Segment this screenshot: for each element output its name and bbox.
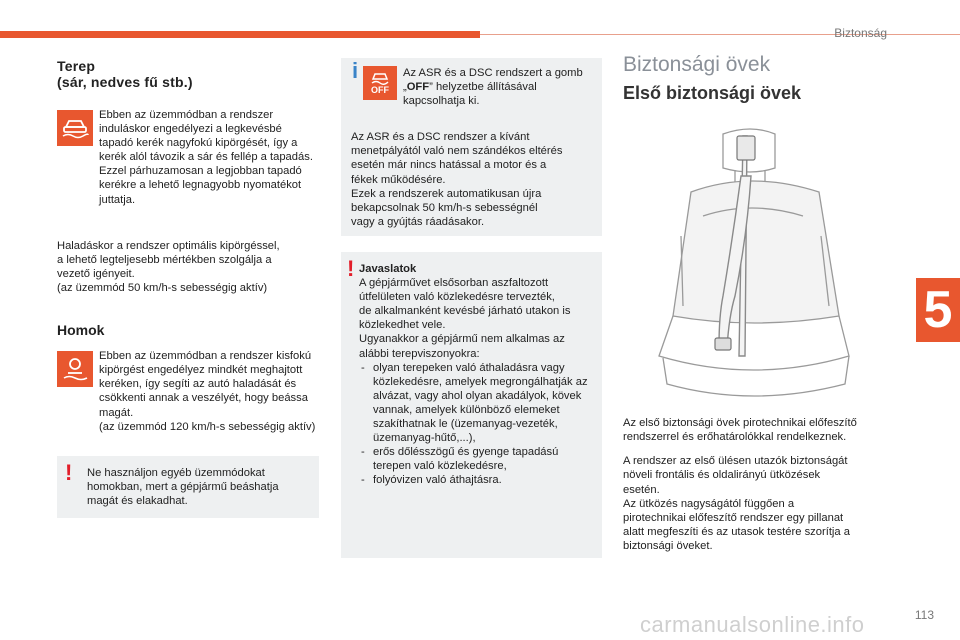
seat-illustration-svg <box>623 116 891 406</box>
seatbelt-para2-line: Az ütközés nagyságától függően a <box>623 497 795 510</box>
homok-text: Ebben az üzemmódban a rendszer kisfokú kipörgést engedélyez mindkét meghajtott keréken, így segíti az autó haladását és csökkenti annak a veszélyét, hogy beássa magát. <box>99 350 312 419</box>
seatbelt-para1: Az első biztonsági övek pirotechnikai előfeszítő rendszerrel és erőhatárolókkal rendelkeznek. <box>623 417 857 444</box>
page-title: Biztonsági övek <box>623 53 771 76</box>
advice-line: közlekedhet vele. <box>359 319 446 332</box>
seatbelt-para2-line: növeli frontális és oldalirányú ütközések <box>623 469 821 482</box>
column-left <box>57 58 319 518</box>
list-item: - folyóvizen való áthajtásra. <box>359 473 592 487</box>
info-para2-line: vagy a gyújtás ráadásakor. <box>351 215 485 228</box>
warning-box <box>57 456 319 518</box>
advice-title: Javaslatok <box>359 263 417 275</box>
column-right <box>623 53 891 553</box>
info-para2-line: bekapcsolnak 50 km/h-s sebességnél <box>351 201 538 214</box>
homok-heading: Homok <box>57 322 105 339</box>
terep-para2-line: vezető igényeit. <box>57 267 135 280</box>
page-number: 113 <box>914 608 934 622</box>
terep-mode-block <box>57 108 319 207</box>
column-middle <box>341 58 602 558</box>
info-para2-line: Az ASR és a DSC rendszer a kívánt <box>351 131 530 144</box>
sand-mode-icon <box>57 351 93 387</box>
chapter-tab: 5 <box>916 278 960 342</box>
seatbelt-para2-line: A rendszer az első ülésen utazók biztonságát <box>623 455 848 468</box>
seatbelt-para2-line: esetén. <box>623 483 660 496</box>
terep-para2-line: (az üzemmód 50 km/h-s sebességig aktív) <box>57 281 268 294</box>
info-para2-line: menetpályától való nem szándékos eltérés <box>351 145 563 158</box>
info-text-post: ” helyzetbe állításával kapcsolhatja ki. <box>403 81 537 108</box>
terep-title-1: Terep <box>57 58 96 74</box>
header-accent-bar <box>0 31 480 38</box>
seatbelt-para2-line: biztonsági öveket. <box>623 539 713 552</box>
list-item: - erős dőlésszögű és gyenge tapadású terepen való közlekedésre, <box>359 445 592 473</box>
terep-heading <box>57 58 319 90</box>
warning-text: Ne használjon egyéb üzemmódokat homokban, mert a gépjármű beáshatja magát és elakadhat. <box>87 466 279 507</box>
terep-para2 <box>57 239 319 295</box>
terep-text: Ebben az üzemmódban a rendszer induláskor engedélyezi a legkevésbé tapadó kerék nagyfokú kipörgését, így a kerék alól távozik a sár és fellép a tapadás. Ezzel párhuzamosan a legjobban tapadó kerékre a lehető legnagyobb nyomatékot juttatja. <box>99 109 313 206</box>
seatbelt-para2-line: alatt megfeszíti és az utasok testére szorítja a <box>623 525 850 538</box>
advice-line: A gépjárművet elsősorban aszfaltozott <box>359 277 549 290</box>
info-text-pre: Az ASR és a DSC rendszert a gomb „ <box>403 67 583 94</box>
off-label: OFF <box>371 85 389 95</box>
info-text-bold: OFF <box>406 81 430 94</box>
advice-line: útfelületen való közlekedésre tervezték, <box>359 291 555 304</box>
advice-line: alábbi terepviszonyokra: <box>359 347 480 360</box>
seat-belt-illustration <box>623 116 891 406</box>
off-button-row <box>363 66 592 108</box>
terep-para2-line: a lehető legteljesebb mértékben szolgálja a <box>57 253 272 266</box>
seatbelt-para2 <box>623 454 891 553</box>
advice-line: de alkalmanként kevésbé járható utakon is <box>359 305 571 318</box>
esp-off-icon <box>363 66 397 100</box>
homok-mode-block <box>57 349 319 434</box>
homok-text-block <box>99 349 319 434</box>
info-icon: i <box>352 58 359 83</box>
terep-title-2: (sár, nedves fű stb.) <box>57 74 193 90</box>
info-para2 <box>351 130 592 229</box>
info-text <box>403 66 592 108</box>
list-item: - olyan terepeken való áthaladásra vagy közlekedésre, amelyek megrongálhatják az alvázat, vagy ahol olyan akadályok, kövek vannak, amelyek különböző elemeket szakíthatnak le (üzemanyag-vezeték, üzemanyag-hűtő,...), <box>359 361 592 446</box>
advice-line: Ugyanakkor a gépjármű nem alkalmas az <box>359 333 565 346</box>
info-para2-line: Ezek a rendszerek automatikusan újra <box>351 187 542 200</box>
watermark: carmanualsonline.info <box>640 612 865 637</box>
info-para2-line: fékek működésére. <box>351 173 446 186</box>
warning-icon: ! <box>347 256 355 281</box>
terep-para2-line: Haladáskor a rendszer optimális kipörgéssel, <box>57 239 280 252</box>
warning-icon: ! <box>65 459 73 485</box>
section-title: Biztonság <box>834 26 887 40</box>
advice-list <box>359 361 592 488</box>
seatbelt-para2-line: pirotechnikai előfeszítő rendszer egy pillanat <box>623 511 844 524</box>
homok-speed: (az üzemmód 120 km/h-s sebességig aktív) <box>99 420 316 433</box>
section-heading: Első biztonsági övek <box>623 83 802 104</box>
header-line <box>480 34 960 35</box>
mud-mode-icon <box>57 110 93 146</box>
info-para2-line: esetén már nincs hatással a motor és a <box>351 159 547 172</box>
advice-box <box>341 252 602 558</box>
info-box <box>341 58 602 236</box>
